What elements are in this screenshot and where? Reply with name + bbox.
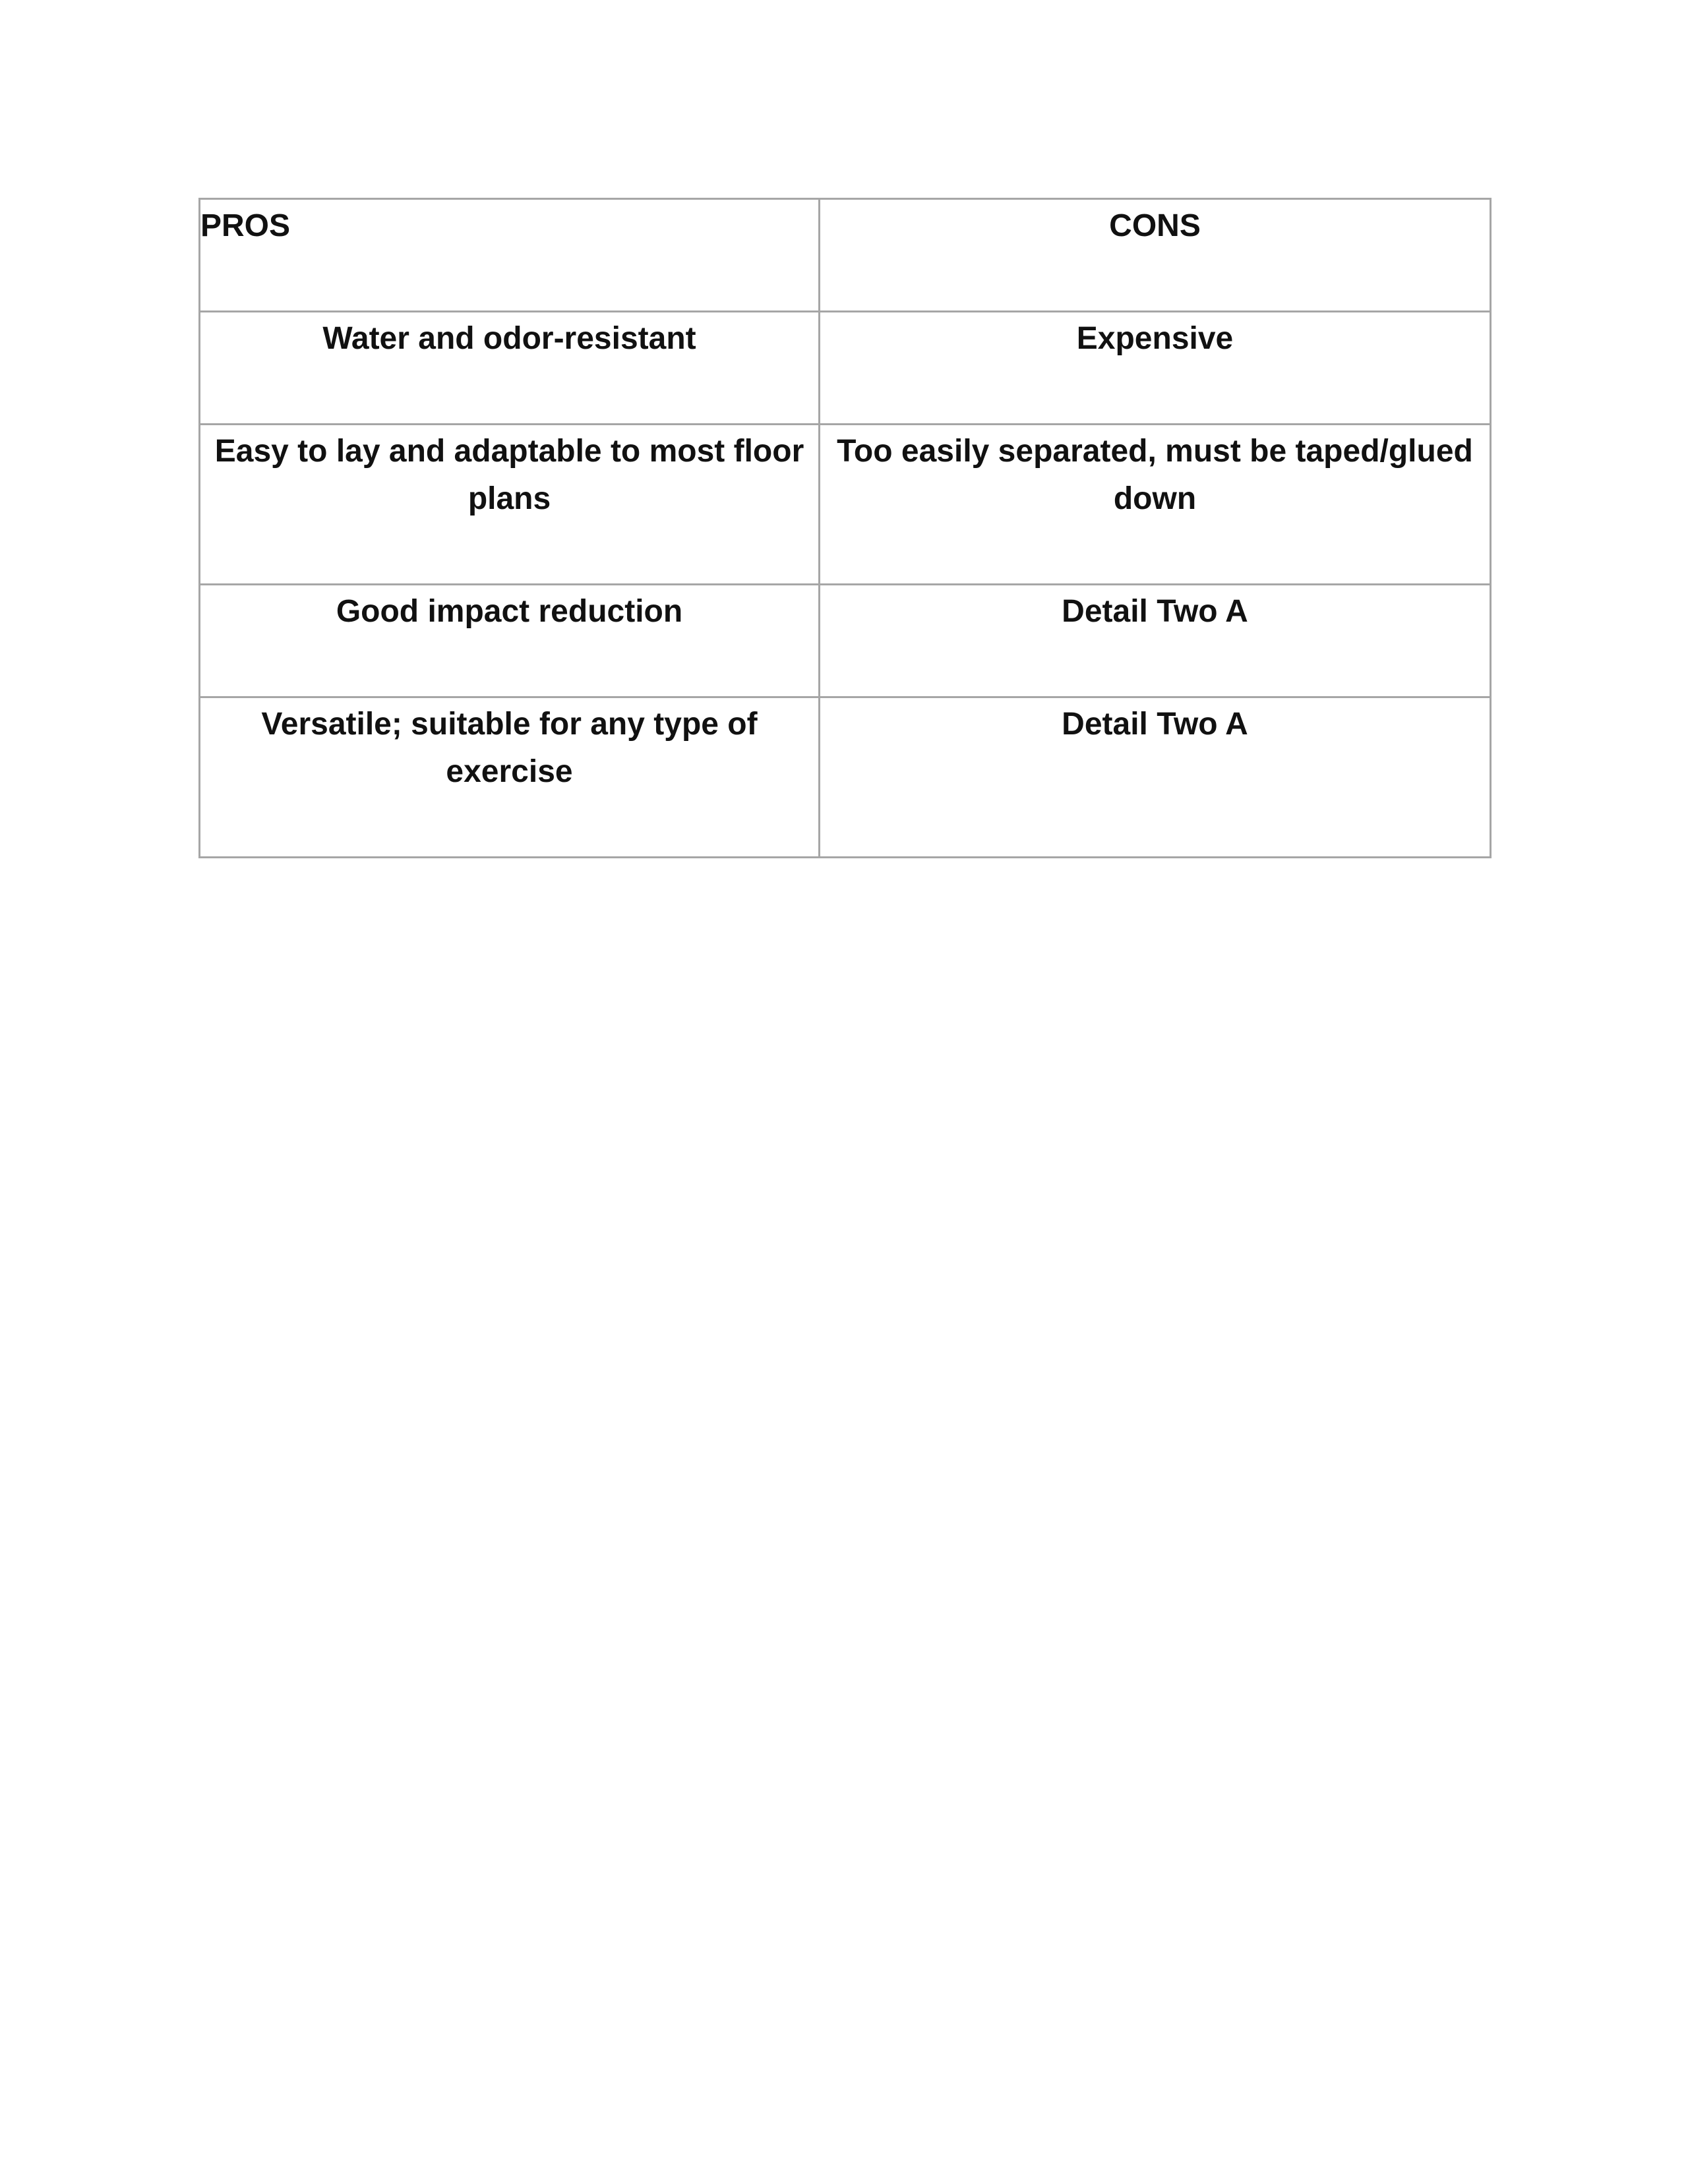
- pro-cell: [200, 697, 820, 858]
- table-row: [200, 697, 1491, 858]
- table-row: [200, 585, 1491, 697]
- pro-text: Water and odor-resistant: [322, 321, 696, 356]
- con-text: Detail Two A: [1062, 707, 1248, 742]
- con-text: Expensive: [1076, 321, 1234, 356]
- cons-header: CONS: [1109, 208, 1201, 243]
- con-cell: [820, 585, 1491, 697]
- pros-header-cell: [200, 199, 820, 312]
- pro-text: Good impact reduction: [336, 594, 683, 629]
- table-row: [200, 312, 1491, 425]
- pro-text: Versatile; suitable for any type of exercise: [261, 707, 758, 789]
- con-cell: [820, 697, 1491, 858]
- pro-cell: [200, 425, 820, 585]
- pro-cell: [200, 585, 820, 697]
- pro-text: Easy to lay and adaptable to most floor plans: [214, 434, 804, 516]
- pros-cons-table: [198, 198, 1492, 858]
- con-cell: [820, 425, 1491, 585]
- pros-header: PROS: [200, 208, 291, 243]
- cons-header-cell: [820, 199, 1491, 312]
- table-header-row: [200, 199, 1491, 312]
- pro-cell: [200, 312, 820, 425]
- con-text: Too easily separated, must be taped/glued down: [837, 434, 1473, 516]
- con-cell: [820, 312, 1491, 425]
- table-row: [200, 425, 1491, 585]
- con-text: Detail Two A: [1062, 594, 1248, 629]
